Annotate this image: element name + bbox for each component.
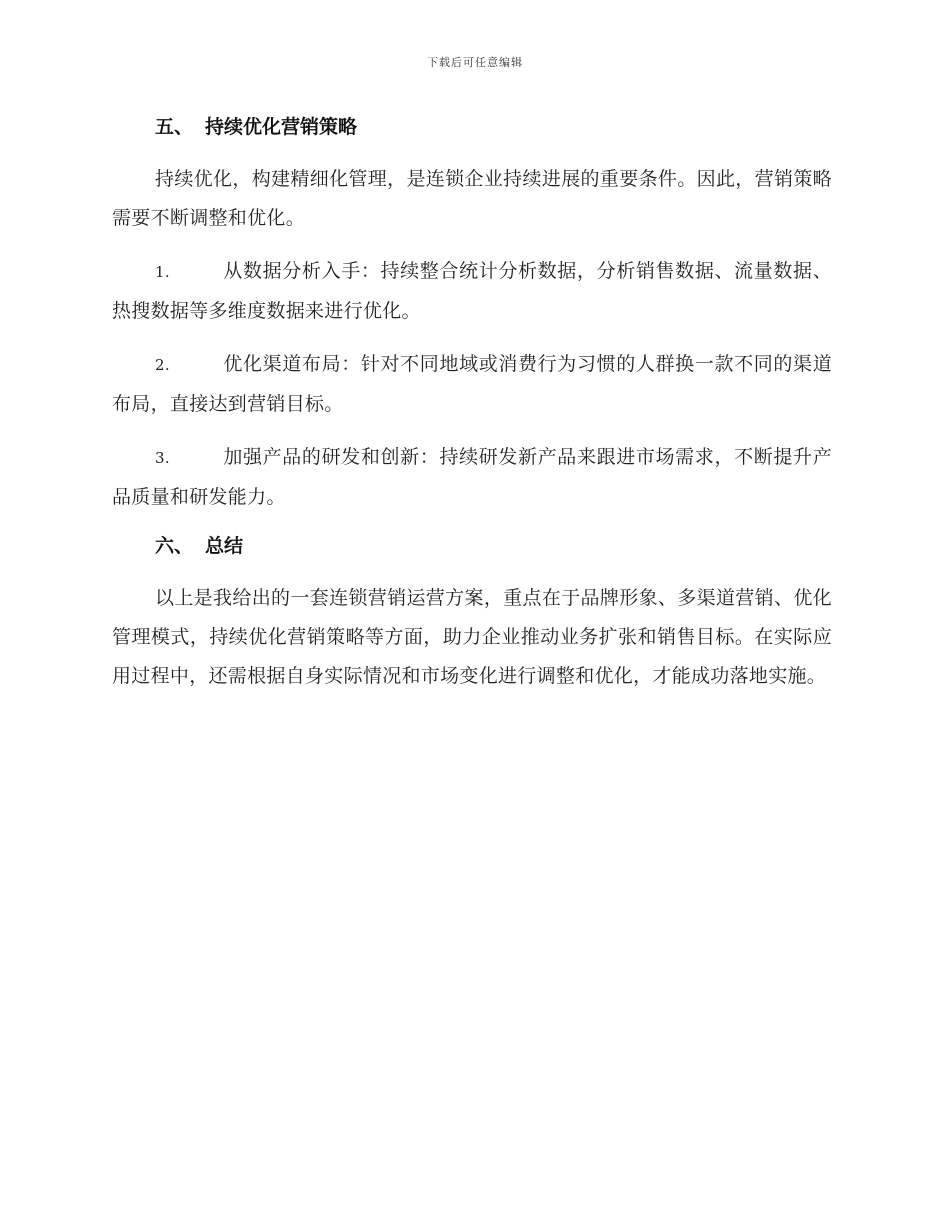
list-item: [112, 252, 832, 331]
list-item-text: 从数据分析入手：持续整合统计分析数据，分析销售数据、流量数据、热搜数据等多维度数据来进行优化。: [112, 260, 832, 322]
section-heading-5: [155, 112, 832, 142]
section-heading-6: [155, 531, 832, 561]
list-item-text: 优化渠道布局：针对不同地域或消费行为习惯的人群换一款不同的渠道布局，直接达到营销目标。: [112, 353, 832, 415]
page-header: 下载后可任意编辑: [427, 56, 523, 69]
section-number: 六、: [155, 535, 194, 557]
section-title: 总结: [205, 535, 244, 557]
section-title: 持续优化营销策略: [205, 116, 358, 138]
list-item: [112, 345, 832, 424]
list-marker: 3.: [155, 449, 170, 467]
list-item-text: 加强产品的研发和创新：持续研发新产品来跟进市场需求，不断提升产品质量和研发能力。: [112, 446, 832, 508]
list-item: [112, 438, 832, 517]
document-body: [112, 112, 832, 696]
summary-paragraph: 以上是我给出的一套连锁营销运营方案，重点在于品牌形象、多渠道营销、优化管理模式，持续优化营销策略等方面，助力企业推动业务扩张和销售目标。在实际应用过程中，还需根据自身实际情况和市场变化进行调整和优化，才能成功落地实施。: [112, 587, 832, 687]
list-marker: 2.: [155, 356, 170, 374]
section-number: 五、: [155, 116, 194, 138]
list-marker: 1.: [155, 263, 170, 281]
section-intro-paragraph: 持续优化，构建精细化管理，是连锁企业持续进展的重要条件。因此，营销策略需要不断调整和优化。: [112, 168, 832, 229]
